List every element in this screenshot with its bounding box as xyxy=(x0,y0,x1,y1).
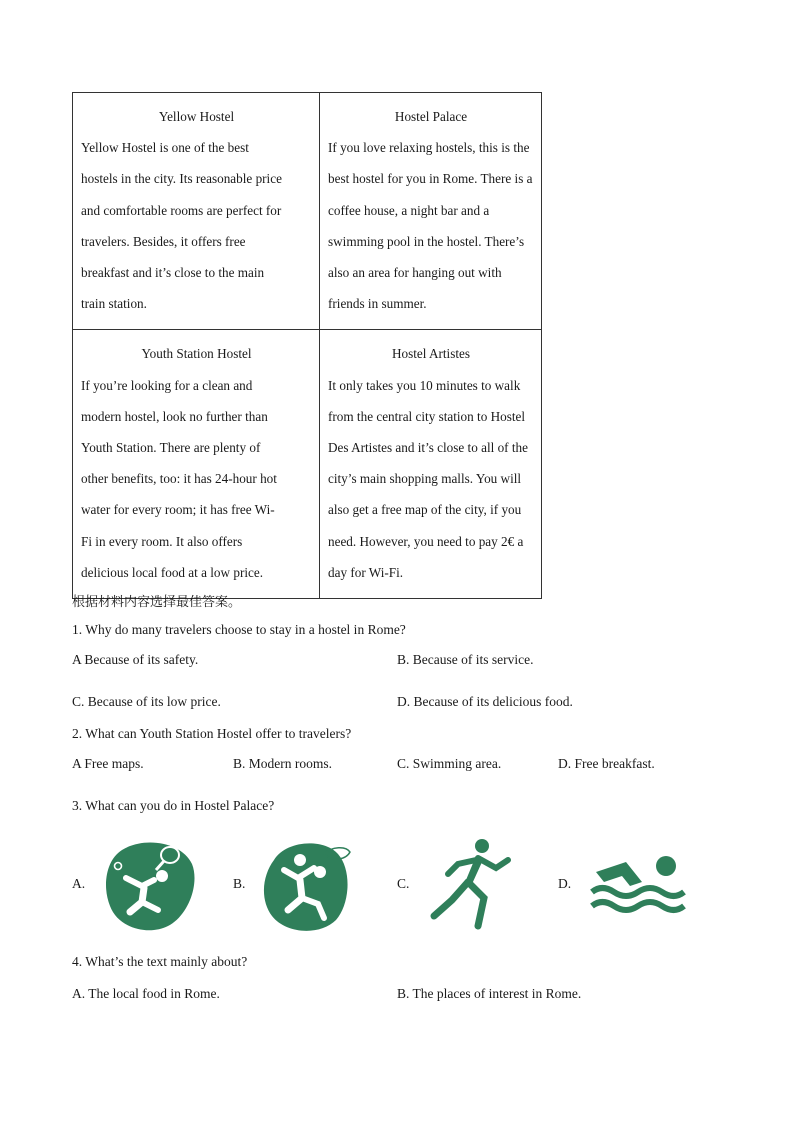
q1-option-d[interactable]: D. Because of its delicious food. xyxy=(397,694,573,709)
hostel-cell-youth-station xyxy=(73,330,320,599)
q2-option-c[interactable]: C. Swimming area. xyxy=(397,756,502,771)
q2-option-a[interactable]: A Free maps. xyxy=(72,756,144,771)
hostel-name: Hostel Artistes xyxy=(391,346,471,362)
q4-option-a[interactable]: A. The local food in Rome. xyxy=(72,986,220,1001)
desc-line: It only takes you 10 minutes to walk xyxy=(328,377,521,393)
hostel-name: Yellow Hostel xyxy=(158,109,235,124)
q3-option-d[interactable]: D. xyxy=(558,876,572,891)
q1-option-c[interactable]: C. Because of its low price. xyxy=(72,694,221,709)
hostel-cell-yellow xyxy=(73,93,320,330)
desc-line: coffee house, a night bar and a xyxy=(328,202,490,218)
hostel-name: Hostel Palace xyxy=(394,109,468,124)
desc-line: day for Wi-Fi. xyxy=(328,564,404,580)
desc-line: delicious local food at a low price. xyxy=(81,564,263,580)
desc-line: Yellow Hostel is one of the best xyxy=(81,140,249,156)
volleyball-icon[interactable] xyxy=(262,838,354,934)
desc-line: other benefits, too: it has 24-hour hot xyxy=(81,471,277,487)
q2-option-d[interactable]: D. Free breakfast. xyxy=(558,756,655,771)
hostel-description xyxy=(81,370,312,588)
hostel-description xyxy=(328,370,534,588)
q1-option-a[interactable]: A Because of its safety. xyxy=(72,652,199,667)
hostel-table xyxy=(72,92,542,599)
q1-option-b[interactable]: B. Because of its service. xyxy=(397,652,534,667)
desc-line: friends in summer. xyxy=(328,296,427,312)
running-icon[interactable] xyxy=(430,838,512,932)
desc-line: water for every room; it has free Wi- xyxy=(81,502,275,518)
desc-line: Des Artistes and it’s close to all of the xyxy=(328,440,528,456)
q3-option-c[interactable]: C. xyxy=(397,876,410,891)
desc-line: breakfast and it’s close to the main xyxy=(81,265,265,281)
swimming-icon[interactable] xyxy=(590,852,686,916)
question-2-stem: 2. What can Youth Station Hostel offer to travelers? xyxy=(72,726,352,741)
desc-line: also an area for hanging out with xyxy=(328,265,502,281)
hostel-cell-palace xyxy=(320,93,542,330)
question-1-stem: 1. Why do many travelers choose to stay in a hostel in Rome? xyxy=(72,622,406,637)
desc-line: best hostel for you in Rome. There is a xyxy=(328,171,533,187)
desc-line: Fi in every room. It also offers xyxy=(81,533,243,549)
q3-option-a[interactable]: A. xyxy=(72,876,86,891)
desc-line: need. However, you need to pay 2€ a xyxy=(328,533,524,549)
hostel-description xyxy=(81,132,312,319)
desc-line: modern hostel, look no further than xyxy=(81,408,268,424)
question-3-stem: 3. What can you do in Hostel Palace? xyxy=(72,798,275,813)
desc-line: If you’re looking for a clean and xyxy=(81,377,253,393)
hostel-cell-artistes xyxy=(320,330,542,599)
desc-line: Youth Station. There are plenty of xyxy=(81,440,261,456)
instruction: 根据材料内容选择最佳答案。 xyxy=(72,595,242,610)
desc-line: city’s main shopping malls. You will xyxy=(328,471,522,487)
desc-line: also get a free map of the city, if you xyxy=(328,502,522,518)
q2-option-b[interactable]: B. Modern rooms. xyxy=(233,756,332,771)
desc-line: and comfortable rooms are perfect for xyxy=(81,202,282,218)
question-4-stem: 4. What’s the text mainly about? xyxy=(72,954,248,969)
q4-option-b[interactable]: B. The places of interest in Rome. xyxy=(397,986,582,1001)
hostel-name: Youth Station Hostel xyxy=(141,346,252,362)
desc-line: train station. xyxy=(81,296,147,312)
tennis-icon[interactable] xyxy=(104,838,196,932)
desc-line: travelers. Besides, it offers free xyxy=(81,233,246,249)
q3-option-b[interactable]: B. xyxy=(233,876,246,891)
hostel-description xyxy=(328,132,534,319)
desc-line: hostels in the city. Its reasonable price xyxy=(81,171,282,187)
desc-line: swimming pool in the hostel. There’s xyxy=(328,233,525,249)
desc-line: If you love relaxing hostels, this is the xyxy=(328,140,530,156)
desc-line: from the central city station to Hostel xyxy=(328,408,526,424)
